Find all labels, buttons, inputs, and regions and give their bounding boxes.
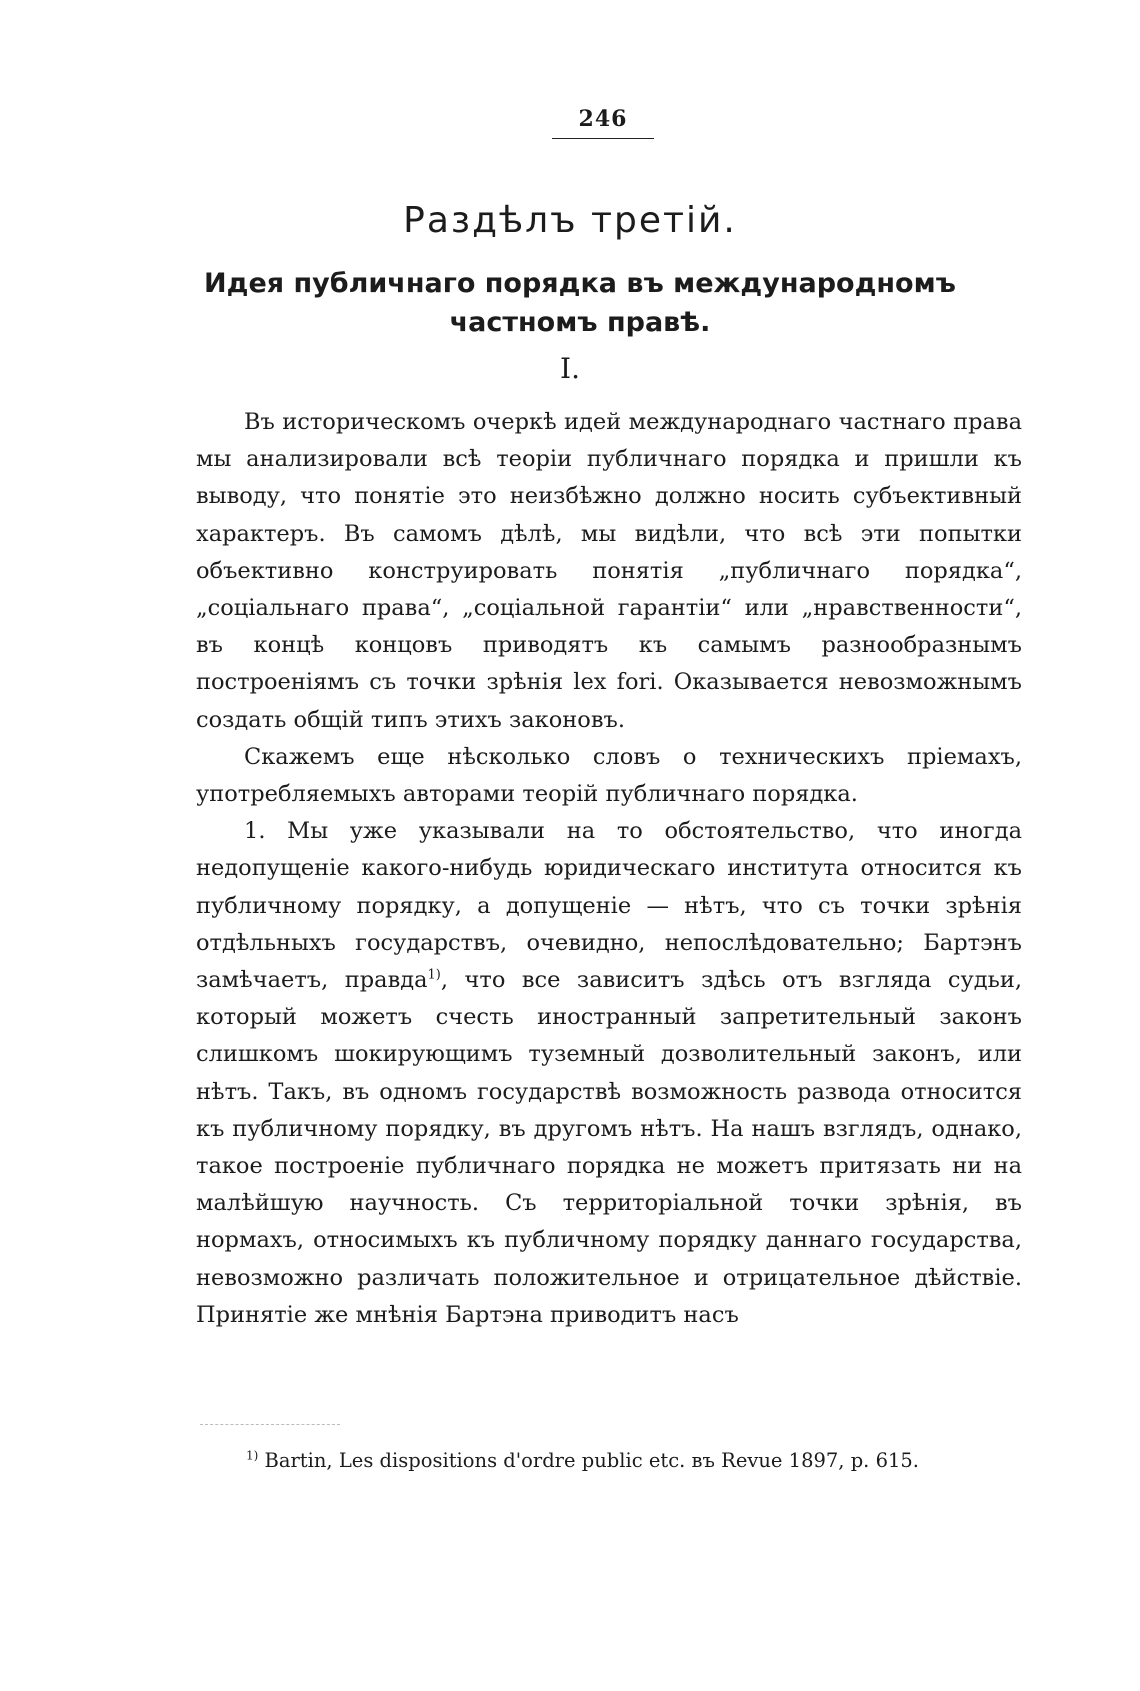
body-text xyxy=(196,404,1022,1334)
footnote-mark: 1) xyxy=(246,1448,259,1463)
footnote-separator xyxy=(200,1424,340,1425)
paragraph-3-text-a: 1. Мы уже указывали на то обстоятельство, что иногда недопущеніе какого-нибудь юридическаго института относится къ публичному порядку, а допущеніе — нѣтъ, что съ точки зрѣнія отдѣльныхъ государствъ, очевидно, непослѣдовательно; Бартэнъ замѣчаетъ, правда xyxy=(196,818,1022,994)
paragraph-3-text-b: , что все зависитъ здѣсь отъ взгляда судьи, который можетъ счесть иностранный запретительный законъ слишкомъ шокирующимъ туземный дозволительный законъ, или нѣтъ. Такъ, въ одномъ государствѣ возможность развода относится къ публичному порядку, въ другомъ нѣтъ. На нашъ взглядъ, однако, такое построеніе публичнаго порядка не можетъ притязать ни на малѣйшую научность. Съ территоріальной точки зрѣнія, въ нормахъ, относимыхъ къ публичному порядку даннаго государства, невозможно различать положительное и отрицательное дѣйствіе. Принятіе же мнѣнія Бартэна приводитъ насъ xyxy=(196,967,1022,1328)
footnote xyxy=(246,1447,1022,1475)
page-number: 246 xyxy=(578,106,628,132)
section-title: Раздѣлъ третій. xyxy=(403,200,737,241)
paragraph-3 xyxy=(196,813,1022,1334)
footnote-text: Bartin, Les dispositions d'ordre public etc. въ Revue 1897, p. 615. xyxy=(258,1449,919,1472)
paragraph-1: Въ историческомъ очеркѣ идей международнаго частнаго права мы анализировали всѣ теоріи публичнаго порядка и пришли къ выводу, что понятіе это неизбѣжно должно носить субъективный характеръ. Въ самомъ дѣлѣ, мы видѣли, что всѣ эти попытки объективно конструировать понятія „публичнаго порядка“, „соціальнаго права“, „соціальной гарантіи“ или „нравственности“, въ концѣ концовъ приводятъ къ самымъ разнообразнымъ построеніямъ съ точки зрѣнія lex fori. Оказывается невозможнымъ создать общій типъ этихъ законовъ. xyxy=(196,409,1022,733)
chapter-title: Идея публичнаго порядка въ международномъ частномъ правѣ. xyxy=(204,268,956,338)
paragraph-2: Скажемъ еще нѣсколько словъ о техническихъ пріемахъ, употребляемыхъ авторами теорій публичнаго порядка. xyxy=(196,743,1022,808)
page-number-rule xyxy=(552,138,654,139)
footnote-reference: 1) xyxy=(427,967,441,983)
chapter-number: I. xyxy=(560,352,580,385)
